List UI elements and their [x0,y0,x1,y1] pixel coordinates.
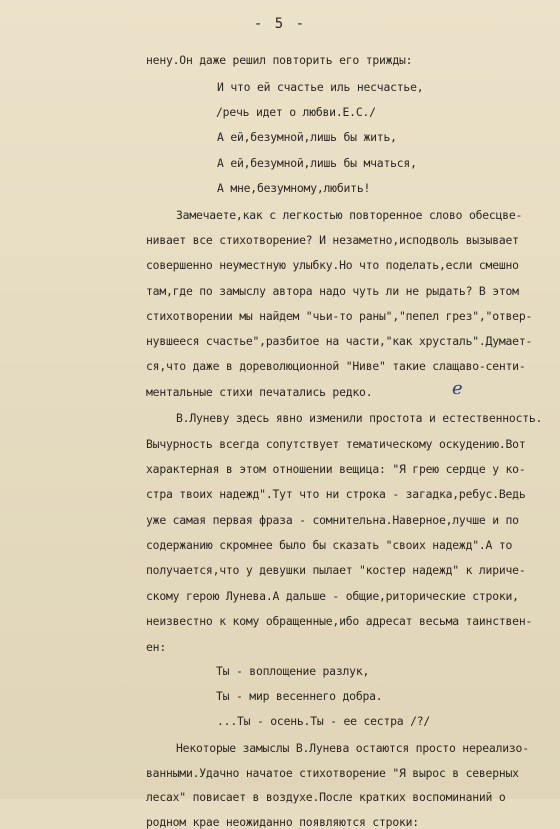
verse-line: /речь идет о любви.Е.С./ [216,105,376,119]
text-line: совершенно неуместную улыбку.Но что поделать,если смешно [146,258,519,272]
verse-line: И что ей счастье иль несчастье, [217,80,424,94]
text-line: скому герою Лунева.А дальше - общие,риторические строки, [146,589,519,603]
page-number: - 5 - [253,16,307,32]
text-line: неизвестно к кому обращенные,ибо адресат весьма таинствен- [146,614,533,628]
text-line: ен: [146,640,166,654]
text-line: нивает все стихотворение? И незаметно,исподволь вызывает [146,233,519,247]
verse-line: Ты - воплощение разлук, [216,664,370,678]
text-line: ванными.Удачно начатое стихотворение "Я вырос в северных [146,766,519,780]
handwritten-correction: е [452,378,463,399]
verse-line: А ей,безумной,лишь бы жить, [217,130,397,144]
verse-line: А ей,безумной,лишь бы мчаться, [217,156,417,170]
text-line: стихотворении мы найдем "чьи-то раны","пепел грез","отвер- [146,309,533,323]
verse-line: А мне,безумному,любить! [217,181,371,195]
text-line: стра твоих надежд".Тут что ни строка - загадка,ребус.Ведь [146,487,526,501]
text-line: уже самая первая фраза - сомнительна.Наверное,лучше и по [146,513,519,527]
text-line: нувшееся счастье",разбитое на части,"как хрусталь".Думает- [146,334,533,348]
text-line: получается,что у девушки пылает "костер надежд" к лириче- [146,563,526,577]
text-line: ментальные стихи печатались редко. [146,385,373,399]
verse-line: Ты - мир весеннего добра. [216,689,383,703]
text-line: Замечаете,как с легкостью повторенное слово обесцве- [176,208,523,222]
text-line: содержанию скромнее было бы сказать "своих надежд".А то [146,538,513,552]
text-line: ся,что даже в дореволюционной "Ниве" такие слащаво-сенти- [146,359,526,373]
text-line: Некоторые замыслы В.Лунева остаются просто нереализо- [176,741,529,755]
text-line: там,где по замыслу автора надо чуть ли не рыдать? В этом [146,284,519,298]
text-line: родном крае неожиданно появляются строки: [146,815,419,829]
verse-line: ...Ты - осень.Ты - ее сестра /?/ [217,714,431,728]
text-line: лесах" повисает в воздухе.После кратких воспоминаний о [146,790,506,804]
text-line: нену.Он даже решил повторить его трижды: [146,53,413,67]
text-line: Вычурность всегда сопутствует тематическому оскудению.Вот [146,437,526,451]
text-line: характерная в этом отношении вещица: "Я грею сердце у ко- [146,462,526,476]
text-line: В.Луневу здесь явно изменили простота и естественность. [176,411,543,425]
